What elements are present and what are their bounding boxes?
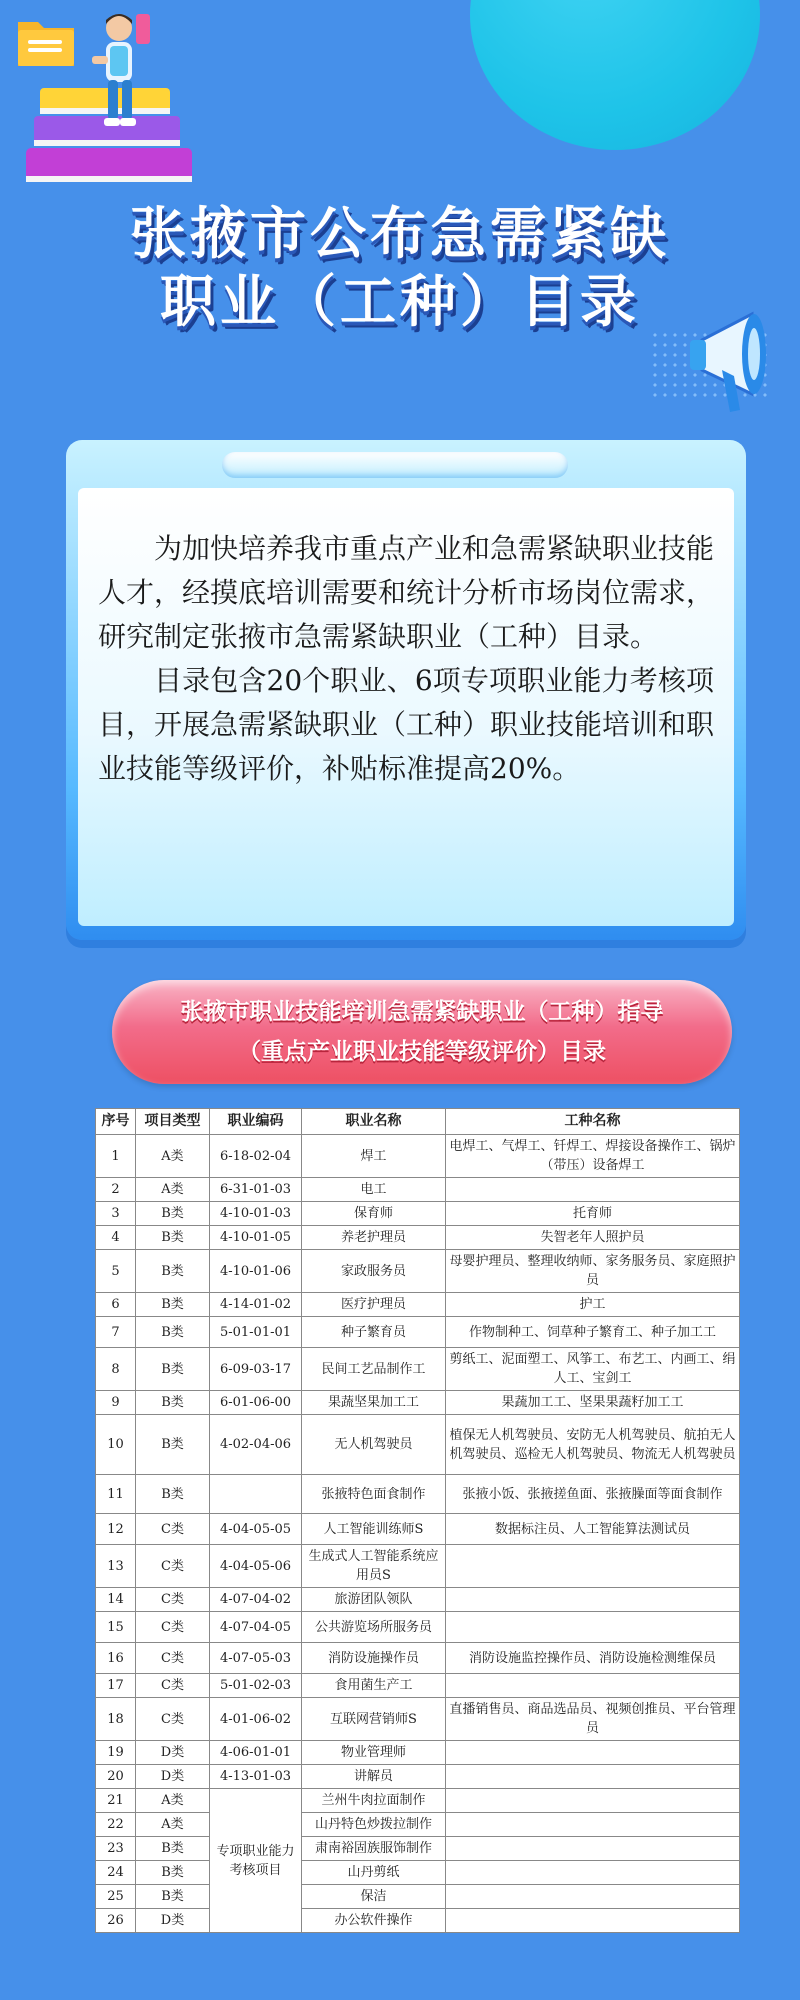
table-title-line1: 张掖市职业技能培训急需紧缺职业（工种）指导 [180,999,664,1025]
cell-job [446,1789,740,1813]
cell-job: 作物制种工、饲草种子繁育工、种子加工工 [446,1317,740,1348]
cell-occupation: 物业管理师 [302,1741,446,1765]
cell-index: 19 [96,1741,136,1765]
cell-type: C类 [136,1612,210,1643]
table-row [96,1250,740,1293]
cell-job: 护工 [446,1293,740,1317]
cell-type: B类 [136,1861,210,1885]
table-row [96,1415,740,1475]
table-row [96,1588,740,1612]
cell-type: B类 [136,1348,210,1391]
intro-text [98,527,714,791]
page-title-line1: 张掖市公布急需紧缺 [130,202,670,267]
cell-job: 直播销售员、商品选品员、视频创推员、平台管理员 [446,1698,740,1741]
table-row [96,1226,740,1250]
cell-type: B类 [136,1415,210,1475]
cell-code: 6-01-06-00 [210,1391,302,1415]
cell-type: A类 [136,1789,210,1813]
cell-occupation: 种子繁育员 [302,1317,446,1348]
header-index: 序号 [96,1109,136,1135]
table-row-special [96,1885,740,1909]
cell-index: 4 [96,1226,136,1250]
table-row [96,1545,740,1588]
table-row [96,1643,740,1674]
cell-type: A类 [136,1813,210,1837]
cell-code: 4-10-01-03 [210,1202,302,1226]
cell-code: 6-31-01-03 [210,1178,302,1202]
cell-occupation: 电工 [302,1178,446,1202]
cell-job: 剪纸工、泥面塑工、风筝工、布艺工、内画工、绢人工、宝剑工 [446,1348,740,1391]
cell-occupation: 办公软件操作 [302,1909,446,1933]
cell-job [446,1612,740,1643]
cell-code: 6-18-02-04 [210,1135,302,1178]
cell-job [446,1765,740,1789]
cell-index: 25 [96,1885,136,1909]
cell-special-code: 专项职业能力考核项目 [210,1789,302,1933]
cell-type: C类 [136,1643,210,1674]
cell-code: 5-01-01-01 [210,1317,302,1348]
cell-index: 3 [96,1202,136,1226]
cell-index: 21 [96,1789,136,1813]
folder-icon [14,14,78,70]
cell-type: B类 [136,1202,210,1226]
cell-job: 电焊工、气焊工、钎焊工、焊接设备操作工、锅炉（带压）设备焊工 [446,1135,740,1178]
cell-index: 23 [96,1837,136,1861]
cell-index: 20 [96,1765,136,1789]
table-row [96,1741,740,1765]
cell-type: B类 [136,1885,210,1909]
cell-index: 18 [96,1698,136,1741]
table-row [96,1135,740,1178]
cell-type: D类 [136,1909,210,1933]
cell-occupation: 山丹剪纸 [302,1861,446,1885]
cell-code: 4-01-06-02 [210,1698,302,1741]
cell-type: B类 [136,1226,210,1250]
cell-job: 消防设施监控操作员、消防设施检测维保员 [446,1643,740,1674]
cell-occupation: 果蔬坚果加工工 [302,1391,446,1415]
cell-code: 4-07-04-05 [210,1612,302,1643]
cell-type: B类 [136,1475,210,1514]
cell-occupation: 医疗护理员 [302,1293,446,1317]
table-row [96,1514,740,1545]
background-circle [470,0,760,150]
cell-code: 4-10-01-06 [210,1250,302,1293]
cell-occupation: 民间工艺品制作工 [302,1348,446,1391]
table-row-special [96,1861,740,1885]
cell-index: 5 [96,1250,136,1293]
table-row-special [96,1909,740,1933]
cell-occupation: 公共游览场所服务员 [302,1612,446,1643]
table-title-banner [112,980,732,1084]
cell-index: 1 [96,1135,136,1178]
cell-type: C类 [136,1514,210,1545]
cell-type: C类 [136,1545,210,1588]
cell-occupation: 兰州牛肉拉面制作 [302,1789,446,1813]
cell-code: 4-02-04-06 [210,1415,302,1475]
cell-type: D类 [136,1765,210,1789]
cell-code [210,1475,302,1514]
cell-type: A类 [136,1178,210,1202]
cell-job [446,1861,740,1885]
cell-index: 10 [96,1415,136,1475]
table-row [96,1348,740,1391]
cell-job: 数据标注员、人工智能算法测试员 [446,1514,740,1545]
cell-occupation: 山丹特色炒拨拉制作 [302,1813,446,1837]
cell-index: 11 [96,1475,136,1514]
header-type: 项目类型 [136,1109,210,1135]
cell-occupation: 讲解员 [302,1765,446,1789]
cell-job [446,1885,740,1909]
table-row [96,1391,740,1415]
intro-paragraph-1: 为加快培养我市重点产业和急需紧缺职业技能人才，经摸底培训需要和统计分析市场岗位需求，研究制定张掖市急需紧缺职业（工种）目录。 [98,532,715,653]
cell-code: 4-04-05-06 [210,1545,302,1588]
cell-index: 16 [96,1643,136,1674]
cell-job: 托育师 [446,1202,740,1226]
page-title-line2: 职业（工种）目录 [160,270,640,335]
cell-job [446,1741,740,1765]
occupation-table [95,1108,740,1933]
table-row [96,1612,740,1643]
cell-type: B类 [136,1391,210,1415]
cell-type: B类 [136,1837,210,1861]
cell-type: D类 [136,1741,210,1765]
cell-code: 4-07-05-03 [210,1643,302,1674]
table-row [96,1202,740,1226]
table-row [96,1698,740,1741]
cell-index: 17 [96,1674,136,1698]
cell-job: 果蔬加工工、坚果果蔬籽加工工 [446,1391,740,1415]
cell-occupation: 旅游团队领队 [302,1588,446,1612]
cell-code: 4-04-05-05 [210,1514,302,1545]
cell-code: 5-01-02-03 [210,1674,302,1698]
cell-occupation: 无人机驾驶员 [302,1415,446,1475]
table-title-line2: （重点产业职业技能等级评价）目录 [238,1039,606,1065]
cell-occupation: 张掖特色面食制作 [302,1475,446,1514]
cell-type: B类 [136,1250,210,1293]
cell-occupation: 保洁 [302,1885,446,1909]
cell-occupation: 食用菌生产工 [302,1674,446,1698]
cell-code: 4-06-01-01 [210,1741,302,1765]
cell-index: 12 [96,1514,136,1545]
cell-type: B类 [136,1293,210,1317]
table-row [96,1317,740,1348]
table-row [96,1293,740,1317]
cell-index: 26 [96,1909,136,1933]
cell-index: 6 [96,1293,136,1317]
cell-job [446,1837,740,1861]
cell-occupation: 肃南裕固族服饰制作 [302,1837,446,1861]
cell-occupation: 消防设施操作员 [302,1643,446,1674]
cell-job [446,1178,740,1202]
cell-occupation: 家政服务员 [302,1250,446,1293]
intro-card-tab [222,452,568,478]
cell-occupation: 焊工 [302,1135,446,1178]
cell-job [446,1545,740,1588]
cell-job: 植保无人机驾驶员、安防无人机驾驶员、航拍无人机驾驶员、巡检无人机驾驶员、物流无人机驾驶员 [446,1415,740,1475]
cell-occupation: 人工智能训练师S [302,1514,446,1545]
cell-index: 7 [96,1317,136,1348]
table-row [96,1674,740,1698]
table-row [96,1178,740,1202]
cell-type: C类 [136,1674,210,1698]
header-occupation: 职业名称 [302,1109,446,1135]
header-job: 工种名称 [446,1109,740,1135]
intro-paragraph-2: 目录包含20个职业、6项专项职业能力考核项目，开展急需紧缺职业（工种）职业技能培训和职业技能等级评价，补贴标准提高20%。 [98,664,715,785]
cell-index: 22 [96,1813,136,1837]
table-row-special [96,1789,740,1813]
cell-code: 4-13-01-03 [210,1765,302,1789]
cell-index: 9 [96,1391,136,1415]
cell-index: 15 [96,1612,136,1643]
cell-code: 4-10-01-05 [210,1226,302,1250]
cell-code: 4-14-01-02 [210,1293,302,1317]
header-code: 职业编码 [210,1109,302,1135]
cell-occupation: 保育师 [302,1202,446,1226]
cell-index: 14 [96,1588,136,1612]
person-illustration [74,8,164,138]
cell-job: 张掖小饭、张掖搓鱼面、张掖臊面等面食制作 [446,1475,740,1514]
cell-code: 4-07-04-02 [210,1588,302,1612]
cell-occupation: 互联网营销师S [302,1698,446,1741]
cell-type: B类 [136,1317,210,1348]
cell-type: C类 [136,1698,210,1741]
occupation-table-container [95,1108,739,1933]
cell-occupation: 养老护理员 [302,1226,446,1250]
table-header-row [96,1109,740,1135]
table-row [96,1475,740,1514]
table-row-special [96,1837,740,1861]
cell-job: 母婴护理员、整理收纳师、家务服务员、家庭照护员 [446,1250,740,1293]
cell-index: 2 [96,1178,136,1202]
cell-job [446,1813,740,1837]
cell-job [446,1674,740,1698]
cell-job [446,1909,740,1933]
cell-type: C类 [136,1588,210,1612]
cell-index: 8 [96,1348,136,1391]
cell-job: 失智老年人照护员 [446,1226,740,1250]
table-row-special [96,1813,740,1837]
cell-index: 13 [96,1545,136,1588]
cell-index: 24 [96,1861,136,1885]
cell-occupation: 生成式人工智能系统应用员S [302,1545,446,1588]
cell-code: 6-09-03-17 [210,1348,302,1391]
table-row [96,1765,740,1789]
cell-type: A类 [136,1135,210,1178]
cell-job [446,1588,740,1612]
